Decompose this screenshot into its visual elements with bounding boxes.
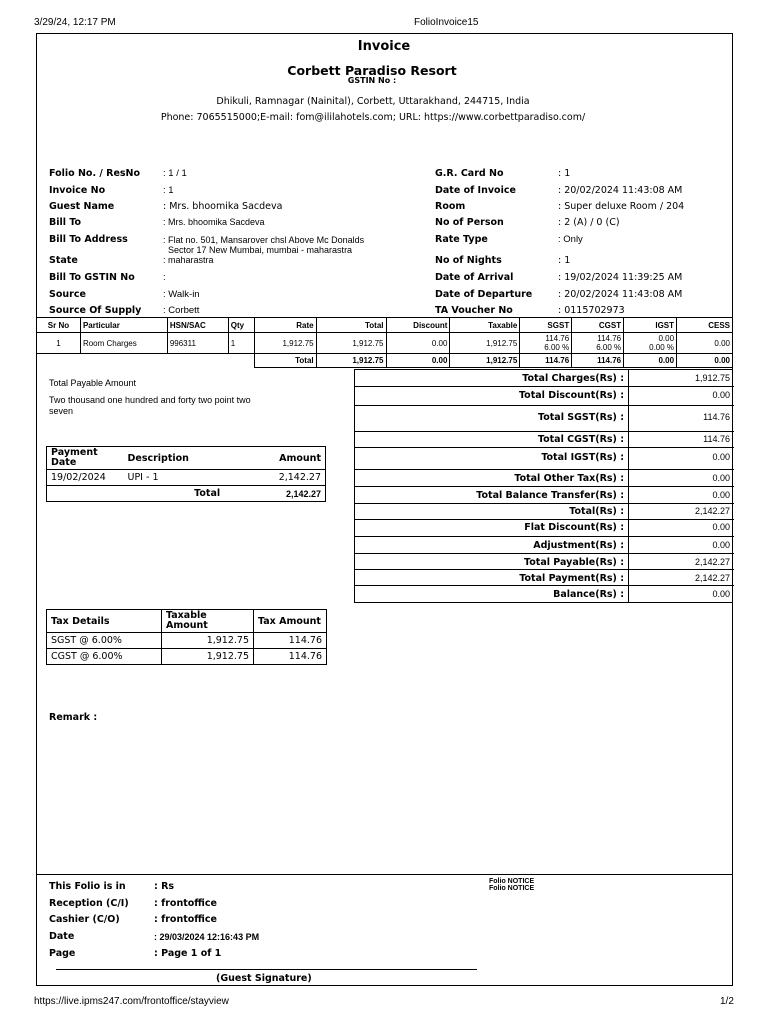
col-header: Qty bbox=[228, 318, 254, 333]
summary-value: 0.00 bbox=[712, 490, 730, 500]
col-header: Particular bbox=[80, 318, 167, 333]
detail-value: : 19/02/2024 11:39:25 AM bbox=[558, 272, 683, 283]
footer-value: : 29/03/2024 12:16:43 PM bbox=[154, 932, 260, 942]
footer-value: : Page 1 of 1 bbox=[154, 948, 222, 959]
summary-value: 0.00 bbox=[712, 522, 730, 532]
summary-value: 2,142.27 bbox=[694, 573, 730, 583]
summary-divider bbox=[355, 447, 734, 448]
detail-label: TA Voucher No bbox=[435, 305, 513, 316]
cell-igst bbox=[624, 333, 677, 354]
signature-line bbox=[56, 969, 477, 970]
summary-label: Flat Discount(Rs) : bbox=[524, 522, 624, 533]
payments-total-label: Total bbox=[124, 486, 241, 502]
summary-value: 114.76 bbox=[703, 412, 730, 422]
tax-amount: 114.76 bbox=[254, 649, 327, 665]
detail-label: Room bbox=[435, 201, 466, 212]
hotel-contact: Phone: 7065515000;E-mail: fom@ililahotels.com; URL: https://www.corbettparadiso.com/ bbox=[160, 112, 586, 123]
summary-label: Total SGST(Rs) : bbox=[538, 412, 624, 423]
detail-value: : Walk-in bbox=[163, 289, 200, 300]
summary-label: Total Charges(Rs) : bbox=[522, 373, 624, 384]
summary-row bbox=[355, 503, 734, 520]
print-datetime: 3/29/24, 12:17 PM bbox=[34, 17, 116, 28]
taxable-header-line1: Taxable bbox=[166, 610, 207, 621]
detail-value: : Super deluxe Room / 204 bbox=[558, 201, 685, 212]
detail-label: Bill To Address bbox=[49, 234, 128, 245]
cell: 1,912.75 bbox=[450, 354, 520, 368]
detail-label: Invoice No bbox=[49, 185, 106, 196]
guest-signature-label: (Guest Signature) bbox=[216, 973, 312, 984]
detail-label: Date of Invoice bbox=[435, 185, 516, 196]
detail-label: No of Nights bbox=[435, 255, 502, 266]
invoice-title: Invoice bbox=[357, 39, 411, 54]
col-header: SGST bbox=[520, 318, 572, 333]
detail-value: : 1 bbox=[163, 185, 174, 196]
summary-box bbox=[354, 369, 733, 603]
cell: Room Charges bbox=[80, 333, 167, 354]
taxable-header-line2: Amount bbox=[166, 620, 208, 631]
footer-value: : frontoffice bbox=[154, 914, 217, 925]
folio-notice: Folio NOTICE bbox=[489, 885, 535, 892]
detail-label: Folio No. / ResNo bbox=[49, 168, 141, 179]
footer-value: : Rs bbox=[154, 881, 175, 892]
summary-label: Total Other Tax(Rs) : bbox=[514, 473, 624, 484]
payment-amount: 2,142.27 bbox=[240, 470, 325, 486]
footer-divider bbox=[36, 874, 733, 875]
payment-date-header-line2: Date bbox=[51, 457, 77, 468]
cgst-pct: 6.00 % bbox=[596, 343, 622, 352]
folio-notice: Folio NOTICE bbox=[489, 878, 535, 885]
detail-label: No of Person bbox=[435, 217, 504, 228]
igst-amount: 0.00 bbox=[658, 334, 675, 343]
tax-details-header: Tax Details bbox=[47, 610, 162, 633]
detail-value-line2: Sector 17 New Mumbai, mumbai - maharastra bbox=[168, 245, 353, 255]
detail-label: Rate Type bbox=[435, 234, 488, 245]
payments-total: 2,142.27 bbox=[240, 486, 325, 502]
summary-value: 114.76 bbox=[703, 434, 730, 444]
gstin-label: GSTIN No : bbox=[347, 76, 397, 85]
hotel-name: Corbett Paradiso Resort bbox=[287, 63, 457, 78]
items-table bbox=[36, 317, 733, 368]
summary-value: 2,142.27 bbox=[694, 506, 730, 516]
col-header: Discount bbox=[386, 318, 450, 333]
igst-pct: 0.00 % bbox=[649, 343, 675, 352]
table-row bbox=[47, 633, 327, 649]
cgst-amount: 114.76 bbox=[597, 334, 622, 343]
col-header: HSN/SAC bbox=[167, 318, 228, 333]
detail-value: : 2 (A) / 0 (C) bbox=[558, 217, 620, 228]
col-header: Taxable bbox=[450, 318, 520, 333]
summary-value: 0.00 bbox=[712, 589, 730, 599]
detail-value: : 0115702973 bbox=[558, 305, 625, 316]
detail-label: Source Of Supply bbox=[49, 305, 142, 316]
summary-row bbox=[355, 586, 734, 603]
detail-value: : Flat no. 501, Mansarover chsl Above Mc Donalds bbox=[163, 235, 365, 245]
empty-cell bbox=[37, 354, 81, 368]
detail-value: : 1 bbox=[558, 255, 571, 266]
payment-date-header bbox=[47, 447, 124, 470]
payments-table bbox=[46, 446, 326, 502]
detail-value: : 20/02/2024 11:43:08 AM bbox=[558, 185, 683, 196]
table-row bbox=[37, 333, 733, 354]
print-page-count: 1/2 bbox=[720, 996, 734, 1007]
payment-date-header-line1: Payment bbox=[51, 447, 98, 458]
detail-value: : maharastra bbox=[163, 255, 214, 265]
detail-label: Source bbox=[49, 289, 86, 300]
summary-value: 0.00 bbox=[712, 390, 730, 400]
frame-top-border bbox=[36, 33, 733, 34]
tax-name: SGST @ 6.00% bbox=[47, 633, 162, 649]
summary-row bbox=[355, 370, 734, 387]
empty-cell bbox=[228, 354, 254, 368]
items-header-row bbox=[37, 318, 733, 333]
cell: 1,912.75 bbox=[450, 333, 520, 354]
detail-value: : Only bbox=[558, 234, 583, 245]
empty-cell bbox=[80, 354, 167, 368]
cell: 0.00 bbox=[677, 333, 733, 354]
remark-label: Remark : bbox=[49, 712, 98, 723]
detail-value: : Mrs. bhoomika Sacdeva bbox=[163, 217, 265, 227]
cell: 1 bbox=[37, 333, 81, 354]
empty-cell bbox=[167, 354, 228, 368]
tax-header-row bbox=[47, 610, 327, 633]
amount-header: Amount bbox=[240, 447, 325, 470]
cell: 0.00 bbox=[386, 354, 450, 368]
summary-row bbox=[355, 449, 734, 466]
summary-row bbox=[355, 519, 734, 536]
col-header: Sr No bbox=[37, 318, 81, 333]
tax-taxable: 1,912.75 bbox=[162, 633, 254, 649]
payable-words: Two thousand one hundred and forty two point two bbox=[49, 395, 251, 405]
cell: 0.00 bbox=[386, 333, 450, 354]
summary-label: Adjustment(Rs) : bbox=[533, 540, 624, 551]
footer-label: Reception (C/I) bbox=[49, 898, 129, 909]
tax-amount-header: Tax Amount bbox=[254, 610, 327, 633]
payments-header-row bbox=[47, 447, 326, 470]
col-header: Rate bbox=[254, 318, 316, 333]
cell: 114.76 bbox=[520, 354, 572, 368]
summary-label: Total(Rs) : bbox=[569, 506, 624, 517]
cell: 0.00 bbox=[677, 354, 733, 368]
tax-details-table bbox=[46, 609, 327, 665]
detail-value: : 1 / 1 bbox=[163, 168, 187, 179]
summary-label: Balance(Rs) : bbox=[553, 589, 624, 600]
tax-taxable: 1,912.75 bbox=[162, 649, 254, 665]
col-header: Total bbox=[316, 318, 386, 333]
payable-label: Total Payable Amount bbox=[49, 378, 137, 388]
totals-label: Total bbox=[254, 354, 316, 368]
payment-date: 19/02/2024 bbox=[47, 470, 124, 486]
summary-label: Total Discount(Rs) : bbox=[518, 390, 624, 401]
footer-label: This Folio is in bbox=[49, 881, 126, 892]
summary-value: 0.00 bbox=[712, 452, 730, 462]
description-header: Description bbox=[124, 447, 241, 470]
detail-label: State bbox=[49, 255, 78, 266]
sgst-amount: 114.76 bbox=[545, 334, 570, 343]
tax-amount: 114.76 bbox=[254, 633, 327, 649]
cell: 1 bbox=[228, 333, 254, 354]
summary-row bbox=[355, 409, 734, 426]
summary-value: 1,912.75 bbox=[694, 373, 730, 383]
summary-label: Total Payable(Rs) : bbox=[524, 557, 624, 568]
detail-label: Guest Name bbox=[49, 201, 115, 212]
detail-label: G.R. Card No bbox=[435, 168, 504, 179]
sgst-pct: 6.00 % bbox=[544, 343, 570, 352]
detail-label: Date of Departure bbox=[435, 289, 533, 300]
summary-row bbox=[355, 387, 734, 404]
detail-label: Date of Arrival bbox=[435, 272, 514, 283]
payable-words-line2: seven bbox=[49, 406, 74, 416]
summary-label: Total Payment(Rs) : bbox=[519, 573, 624, 584]
hotel-address: Dhikuli, Ramnagar (Nainital), Corbett, Uttarakhand, 244715, India bbox=[216, 96, 530, 107]
summary-row bbox=[355, 470, 734, 487]
summary-value: 0.00 bbox=[712, 540, 730, 550]
tax-name: CGST @ 6.00% bbox=[47, 649, 162, 665]
col-header: IGST bbox=[624, 318, 677, 333]
summary-row bbox=[355, 537, 734, 554]
totals-row bbox=[37, 354, 733, 368]
print-page-title: FolioInvoice15 bbox=[414, 17, 479, 28]
summary-value: 0.00 bbox=[712, 473, 730, 483]
cell: 1,912.75 bbox=[316, 354, 386, 368]
footer-value: : frontoffice bbox=[154, 898, 217, 909]
footer-label: Cashier (C/O) bbox=[49, 914, 120, 925]
print-url: https://live.ipms247.com/frontoffice/stayview bbox=[34, 996, 229, 1007]
footer-label: Date bbox=[49, 931, 75, 942]
summary-row bbox=[355, 431, 734, 448]
detail-label: Bill To GSTIN No bbox=[49, 272, 135, 283]
col-header: CESS bbox=[677, 318, 733, 333]
detail-value: : 20/02/2024 11:43:08 AM bbox=[558, 289, 683, 300]
detail-label: Bill To bbox=[49, 217, 82, 228]
cell: 114.76 bbox=[572, 354, 624, 368]
footer-label: Page bbox=[49, 948, 76, 959]
table-row bbox=[47, 470, 326, 486]
taxable-amount-header bbox=[162, 610, 254, 633]
summary-row bbox=[355, 487, 734, 504]
detail-value: : 1 bbox=[558, 168, 571, 179]
col-header: CGST bbox=[572, 318, 624, 333]
cell: 1,912.75 bbox=[254, 333, 316, 354]
payment-description: UPI - 1 bbox=[124, 470, 241, 486]
summary-value: 2,142.27 bbox=[694, 557, 730, 567]
summary-label: Total IGST(Rs) : bbox=[541, 452, 624, 463]
payments-total-row bbox=[47, 486, 326, 502]
cell: 1,912.75 bbox=[316, 333, 386, 354]
table-row bbox=[47, 649, 327, 665]
detail-value: : Mrs. bhoomika Sacdeva bbox=[163, 201, 283, 212]
summary-label: Total CGST(Rs) : bbox=[537, 434, 624, 445]
detail-value: : Corbett bbox=[163, 305, 200, 316]
summary-label: Total Balance Transfer(Rs) : bbox=[476, 490, 624, 501]
cell: 996311 bbox=[167, 333, 228, 354]
empty-cell bbox=[47, 486, 124, 502]
detail-value: : bbox=[163, 272, 166, 283]
cell-cgst bbox=[572, 333, 624, 354]
cell-sgst bbox=[520, 333, 572, 354]
cell: 0.00 bbox=[624, 354, 677, 368]
summary-divider bbox=[355, 405, 734, 406]
